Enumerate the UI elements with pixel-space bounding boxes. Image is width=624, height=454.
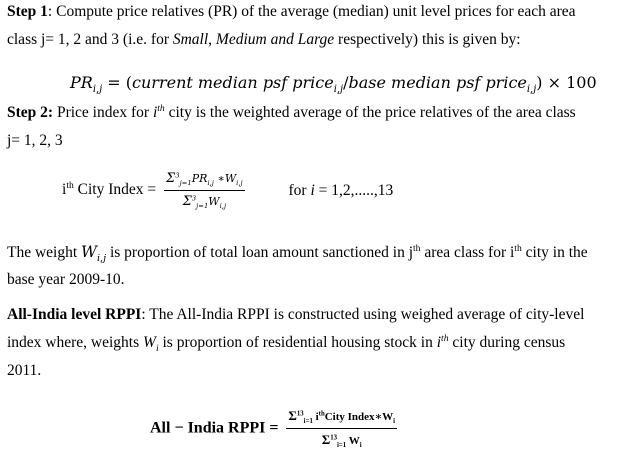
formula3-num-lim-top: 13 [296, 410, 304, 418]
allindia-para-line-1 [7, 305, 584, 325]
weight-para-W-sub: i,j [96, 253, 107, 265]
formula2-den-sigma: Σ [182, 194, 192, 209]
formula3-denominator [286, 429, 397, 450]
weight-para-W: W [81, 243, 97, 261]
step2-line1-i: i [152, 104, 158, 121]
formula2-num-lim: j=1 [179, 179, 192, 188]
step2-line1-sup: th [157, 102, 165, 114]
formula2-den-term: W [208, 195, 220, 208]
formula3-num-sup: th [318, 410, 325, 418]
formula-city-index [62, 170, 393, 211]
formula3-den-text-sub: i [359, 442, 362, 450]
allindia-line2-pre: index where, weights [7, 334, 144, 351]
weight-para-pre: The weight [7, 244, 82, 261]
allindia-W-sub: i [155, 343, 159, 355]
weight-para-line-2 [7, 270, 125, 290]
step2-label: Step 2: [7, 104, 54, 121]
formula3-num-text-sub: i [393, 418, 396, 426]
formula3-num-text: City Index∗W [324, 411, 394, 423]
formula3-den-lim: i=1 [337, 442, 347, 450]
formula3-den-text: W [346, 435, 360, 447]
allindia-line3-text: 2011. [7, 362, 42, 379]
allindia-sup: th [441, 332, 449, 344]
allindia-line1-post: : The All-India RPPI is constructed using weighed average of city-level [141, 306, 585, 323]
formula2-lhs-i: i [62, 181, 67, 199]
step2-line2-text: j= 1, 2, 3 [7, 132, 63, 149]
formula3-num-sigma: Σ [288, 408, 297, 423]
formula1-term1-sub: i,j [333, 84, 344, 96]
weight-para-mid: is proportion of total loan amount sanctioned in j [106, 244, 414, 261]
formula2-fraction [164, 170, 245, 211]
allindia-label: All-India level RPPI [7, 306, 142, 323]
weight-para-post: city in the [521, 244, 588, 261]
step1-line-1 [7, 2, 576, 22]
formula1-lhs: PR [70, 73, 93, 92]
formula2-den-term-sub: i,j [219, 202, 227, 211]
weight-para-sup1: th [413, 242, 421, 254]
allindia-i: i [436, 334, 442, 351]
weight-para-mid2: area class for i [420, 244, 515, 261]
step2-line-2 [7, 131, 63, 151]
formula2-cond-post: = 1,2,.....,13 [314, 181, 394, 199]
formula2-den-lim-top: 3 [191, 194, 197, 203]
formula2-num-mid: ∗W [213, 172, 237, 185]
formula1-slash: / [343, 73, 349, 92]
allindia-line2-post: city during census [448, 334, 566, 351]
formula3-den-sigma: Σ [321, 432, 331, 447]
formula2-num-term-sub: i,j [207, 179, 214, 188]
step1-line2-pre: class j= 1, 2 and 3 (i.e. for [7, 31, 173, 48]
formula1-lhs-sub: i,j [92, 84, 103, 96]
weight-para-line2-text: base year 2009-10. [7, 271, 125, 288]
formula2-lhs [62, 181, 156, 198]
step2-line1-post: city is the weighted average of the price relatives of the area class [164, 104, 576, 121]
formula2-condition [289, 182, 394, 200]
formula3-num-lim: i=1 [303, 418, 313, 426]
formula2-den-lim: j=1 [196, 202, 209, 211]
formula3-lhs: All − India RPPI = [150, 419, 279, 437]
formula2-cond-i: i [310, 181, 315, 199]
allindia-W: W [143, 334, 156, 351]
formula2-num-mid-sub: i,j [236, 179, 243, 188]
formula3-den-lim-top: 13 [330, 434, 338, 442]
formula2-num-sigma: Σ [166, 171, 176, 186]
step1-line1-text: : Compute price relatives (PR) of the average (median) unit level prices for each area [47, 3, 576, 20]
step1-line2-italic: Small, Medium and Large [172, 31, 335, 48]
step1-label: Step 1 [7, 3, 48, 20]
formula3-numerator [286, 407, 397, 429]
formula1-term2-sub: i,j [526, 84, 537, 96]
formula2-num-term: PR [191, 172, 208, 185]
formula2-lhs-text: City Index = [73, 181, 157, 199]
formula1-tail: ) × 100 [536, 73, 597, 92]
weight-para-sup2: th [514, 242, 522, 254]
allindia-para-line-2 [7, 333, 565, 353]
formula2-denominator [164, 191, 245, 211]
allindia-line2-mid: is proportion of residential housing stock in [158, 334, 437, 351]
formula2-cond-pre: for [288, 181, 311, 199]
formula1-eq: = ( [102, 73, 133, 92]
formula1-term1: current median psf price [132, 73, 334, 92]
formula3-fraction [286, 407, 397, 450]
formula-allindia-rppi [150, 407, 397, 450]
formula-price-relative [70, 73, 597, 94]
step2-line1-pre: Price index for [53, 104, 153, 121]
weight-para-line-1 [7, 242, 588, 263]
formula2-lhs-sup: th [66, 179, 74, 191]
formula3-num-i: i [312, 411, 319, 423]
step2-line-1 [7, 103, 576, 123]
allindia-para-line-3 [7, 361, 41, 381]
formula1-term2: base median psf price [348, 73, 527, 92]
formula2-numerator [164, 170, 245, 191]
step1-line2-post: respectively) this is given by: [334, 31, 521, 48]
formula2-num-lim-top: 3 [175, 171, 180, 180]
step1-line-2 [7, 30, 521, 50]
